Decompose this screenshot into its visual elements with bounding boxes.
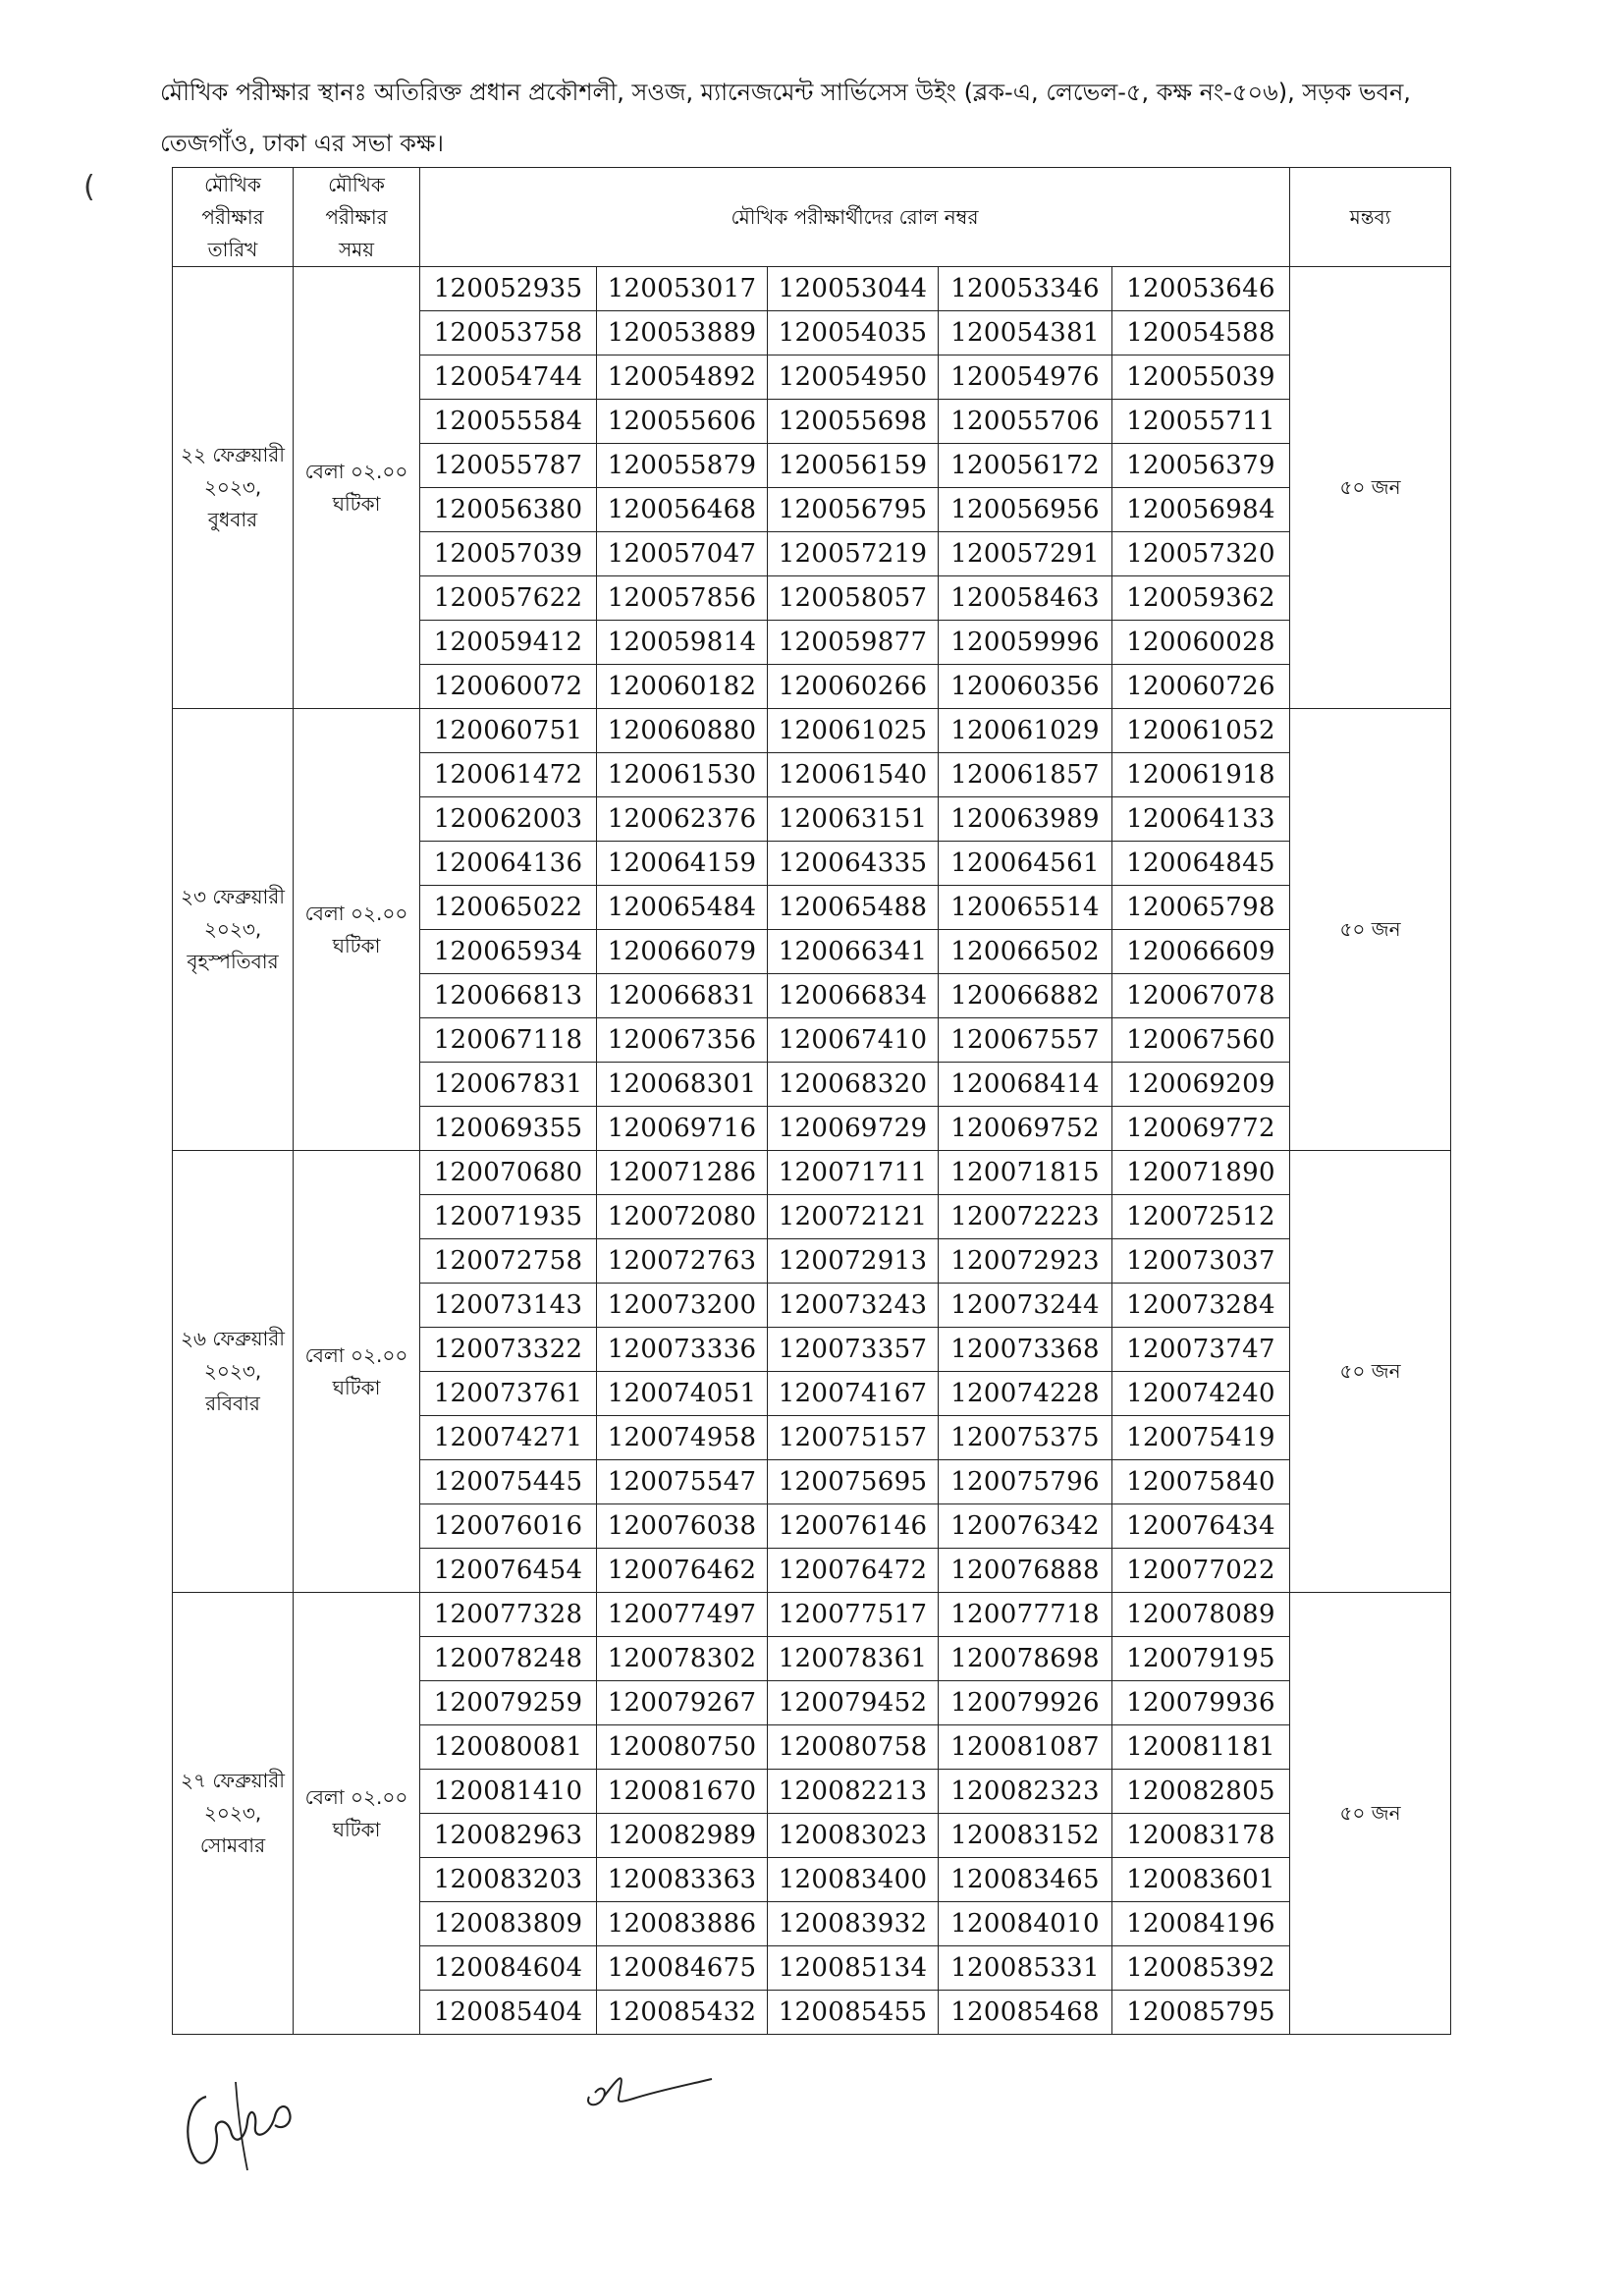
- roll-number: 120072923: [939, 1239, 1112, 1284]
- roll-number: 120059996: [939, 621, 1112, 665]
- roll-row: [173, 267, 1451, 311]
- roll-number: 120074271: [420, 1416, 597, 1460]
- roll-number: 120071711: [768, 1151, 939, 1195]
- remark-count: ৫০ জন: [1290, 267, 1451, 709]
- roll-number: 120060028: [1112, 621, 1290, 665]
- roll-number: 120055584: [420, 400, 597, 444]
- roll-number: 120076434: [1112, 1504, 1290, 1549]
- roll-row: [173, 709, 1451, 753]
- roll-number: 120055787: [420, 444, 597, 488]
- roll-number: 120067078: [1112, 974, 1290, 1018]
- roll-number: 120069752: [939, 1107, 1112, 1151]
- roll-number: 120063151: [768, 797, 939, 842]
- roll-number: 120056172: [939, 444, 1112, 488]
- roll-number: 120079936: [1112, 1681, 1290, 1725]
- roll-number: 120060726: [1112, 665, 1290, 709]
- roll-number: 120056984: [1112, 488, 1290, 532]
- roll-number: 120073200: [597, 1284, 768, 1328]
- roll-number: 120078248: [420, 1637, 597, 1681]
- roll-number: 120052935: [420, 267, 597, 311]
- roll-number: 120054744: [420, 355, 597, 400]
- roll-number: 120059877: [768, 621, 939, 665]
- roll-number: 120053758: [420, 311, 597, 355]
- roll-number: 120075840: [1112, 1460, 1290, 1504]
- roll-number: 120082213: [768, 1770, 939, 1814]
- roll-number: 120083152: [939, 1814, 1112, 1858]
- roll-number: 120069355: [420, 1107, 597, 1151]
- viva-schedule-table: [172, 167, 1451, 2035]
- exam-time: বেলা ০২.০০ ঘটিকা: [294, 1593, 420, 2035]
- roll-number: 120055706: [939, 400, 1112, 444]
- roll-number: 120079259: [420, 1681, 597, 1725]
- roll-number: 120054035: [768, 311, 939, 355]
- roll-number: 120057047: [597, 532, 768, 576]
- roll-number: 120079926: [939, 1681, 1112, 1725]
- roll-number: 120084604: [420, 1946, 597, 1991]
- roll-number: 120057219: [768, 532, 939, 576]
- roll-number: 120064133: [1112, 797, 1290, 842]
- roll-number: 120075547: [597, 1460, 768, 1504]
- roll-number: 120057856: [597, 576, 768, 621]
- roll-number: 120066831: [597, 974, 768, 1018]
- roll-number: 120060356: [939, 665, 1112, 709]
- roll-number: 120084010: [939, 1902, 1112, 1946]
- roll-number: 120054381: [939, 311, 1112, 355]
- roll-number: 120078698: [939, 1637, 1112, 1681]
- roll-number: 120061540: [768, 753, 939, 797]
- remark-count: ৫০ জন: [1290, 1151, 1451, 1593]
- roll-number: 120078302: [597, 1637, 768, 1681]
- roll-number: 120076038: [597, 1504, 768, 1549]
- roll-number: 120067356: [597, 1018, 768, 1063]
- roll-number: 120060182: [597, 665, 768, 709]
- roll-number: 120061052: [1112, 709, 1290, 753]
- roll-number: 120084196: [1112, 1902, 1290, 1946]
- roll-number: 120079195: [1112, 1637, 1290, 1681]
- roll-number: 120071815: [939, 1151, 1112, 1195]
- roll-number: 120055879: [597, 444, 768, 488]
- roll-number: 120069729: [768, 1107, 939, 1151]
- exam-time: বেলা ০২.০০ ঘটিকা: [294, 267, 420, 709]
- roll-number: 120073336: [597, 1328, 768, 1372]
- roll-number: 120057622: [420, 576, 597, 621]
- roll-number: 120059814: [597, 621, 768, 665]
- roll-number: 120061918: [1112, 753, 1290, 797]
- roll-number: 120065514: [939, 886, 1112, 930]
- roll-number: 120074051: [597, 1372, 768, 1416]
- roll-number: 120066882: [939, 974, 1112, 1018]
- roll-number: 120085134: [768, 1946, 939, 1991]
- roll-number: 120064335: [768, 842, 939, 886]
- roll-number: 120056795: [768, 488, 939, 532]
- roll-number: 120055606: [597, 400, 768, 444]
- roll-number: 120085404: [420, 1991, 597, 2035]
- roll-number: 120085432: [597, 1991, 768, 2035]
- roll-number: 120056379: [1112, 444, 1290, 488]
- roll-number: 120053044: [768, 267, 939, 311]
- scan-mark: (: [83, 170, 95, 204]
- roll-number: 120074240: [1112, 1372, 1290, 1416]
- roll-number: 120076888: [939, 1549, 1112, 1593]
- venue-header: [160, 67, 1436, 169]
- roll-number: 120072512: [1112, 1195, 1290, 1239]
- roll-number: 120060266: [768, 665, 939, 709]
- roll-number: 120083400: [768, 1858, 939, 1902]
- roll-number: 120083363: [597, 1858, 768, 1902]
- roll-number: 120085795: [1112, 1991, 1290, 2035]
- roll-number: 120085455: [768, 1991, 939, 2035]
- roll-number: 120064136: [420, 842, 597, 886]
- header-roll-numbers: মৌখিক পরীক্ষার্থীদের রোল নম্বর: [420, 168, 1290, 267]
- roll-number: 120064159: [597, 842, 768, 886]
- roll-number: 120054950: [768, 355, 939, 400]
- roll-number: 120084675: [597, 1946, 768, 1991]
- roll-number: 120072913: [768, 1239, 939, 1284]
- roll-number: 120061530: [597, 753, 768, 797]
- roll-number: 120055039: [1112, 355, 1290, 400]
- roll-number: 120066609: [1112, 930, 1290, 974]
- roll-number: 120077718: [939, 1593, 1112, 1637]
- roll-number: 120064845: [1112, 842, 1290, 886]
- roll-number: 120059412: [420, 621, 597, 665]
- roll-number: 120067557: [939, 1018, 1112, 1063]
- roll-number: 120065484: [597, 886, 768, 930]
- roll-number: 120061472: [420, 753, 597, 797]
- roll-row: [173, 1151, 1451, 1195]
- roll-number: 120072121: [768, 1195, 939, 1239]
- roll-number: 120067410: [768, 1018, 939, 1063]
- roll-number: 120075695: [768, 1460, 939, 1504]
- roll-number: 120085331: [939, 1946, 1112, 1991]
- exam-time: বেলা ০২.০০ ঘটিকা: [294, 1151, 420, 1593]
- roll-number: 120082323: [939, 1770, 1112, 1814]
- roll-number: 120083178: [1112, 1814, 1290, 1858]
- roll-number: 120072763: [597, 1239, 768, 1284]
- roll-number: 120065022: [420, 886, 597, 930]
- roll-number: 120060072: [420, 665, 597, 709]
- roll-number: 120073322: [420, 1328, 597, 1372]
- roll-number: 120056380: [420, 488, 597, 532]
- roll-number: 120065488: [768, 886, 939, 930]
- header-row: [173, 168, 1451, 267]
- roll-number: 120072758: [420, 1239, 597, 1284]
- roll-number: 120077022: [1112, 1549, 1290, 1593]
- roll-number: 120075419: [1112, 1416, 1290, 1460]
- roll-number: 120066502: [939, 930, 1112, 974]
- roll-number: 120053889: [597, 311, 768, 355]
- roll-number: 120067118: [420, 1018, 597, 1063]
- signature-left: [177, 2062, 314, 2180]
- roll-number: 120063989: [939, 797, 1112, 842]
- roll-number: 120076462: [597, 1549, 768, 1593]
- roll-number: 120085468: [939, 1991, 1112, 2035]
- roll-number: 120081670: [597, 1770, 768, 1814]
- roll-number: 120075157: [768, 1416, 939, 1460]
- roll-number: 120075796: [939, 1460, 1112, 1504]
- roll-number: 120076454: [420, 1549, 597, 1593]
- roll-number: 120068320: [768, 1063, 939, 1107]
- roll-number: 120073761: [420, 1372, 597, 1416]
- roll-number: 120082805: [1112, 1770, 1290, 1814]
- venue-line-1: মৌখিক পরীক্ষার স্থানঃ অতিরিক্ত প্রধান প্রকৌশলী, সওজ, ম্যানেজমেন্ট সার্ভিসেস উইং (ব্লক-এ, লেভেল-৫, কক্ষ নং-৫০৬), সড়ক ভবন,: [160, 79, 1411, 106]
- roll-number: 120079452: [768, 1681, 939, 1725]
- roll-number: 120083203: [420, 1858, 597, 1902]
- roll-number: 120078089: [1112, 1593, 1290, 1637]
- roll-number: 120053346: [939, 267, 1112, 311]
- roll-row: [173, 1593, 1451, 1637]
- roll-number: 120081181: [1112, 1725, 1290, 1770]
- roll-number: 120083932: [768, 1902, 939, 1946]
- venue-line-2: তেজগাঁও, ঢাকা এর সভা কক্ষ।: [160, 130, 444, 157]
- roll-number: 120077328: [420, 1593, 597, 1637]
- header-date: মৌখিক পরীক্ষার তারিখ: [173, 168, 294, 267]
- roll-number: 120067560: [1112, 1018, 1290, 1063]
- roll-number: 120073368: [939, 1328, 1112, 1372]
- signature-middle: [579, 2067, 717, 2116]
- roll-number: 120071935: [420, 1195, 597, 1239]
- roll-number: 120069209: [1112, 1063, 1290, 1107]
- roll-number: 120074167: [768, 1372, 939, 1416]
- roll-number: 120077497: [597, 1593, 768, 1637]
- roll-number: 120075445: [420, 1460, 597, 1504]
- roll-number: 120060751: [420, 709, 597, 753]
- roll-number: 120079267: [597, 1681, 768, 1725]
- roll-number: 120072080: [597, 1195, 768, 1239]
- roll-number: 120069772: [1112, 1107, 1290, 1151]
- roll-number: 120073243: [768, 1284, 939, 1328]
- roll-number: 120057320: [1112, 532, 1290, 576]
- roll-number: 120056956: [939, 488, 1112, 532]
- roll-number: 120064561: [939, 842, 1112, 886]
- roll-number: 120080750: [597, 1725, 768, 1770]
- roll-number: 120066079: [597, 930, 768, 974]
- roll-number: 120074228: [939, 1372, 1112, 1416]
- roll-number: 120083886: [597, 1902, 768, 1946]
- roll-number: 120085392: [1112, 1946, 1290, 1991]
- roll-number: 120054588: [1112, 311, 1290, 355]
- roll-number: 120065798: [1112, 886, 1290, 930]
- roll-number: 120068414: [939, 1063, 1112, 1107]
- remark-count: ৫০ জন: [1290, 1593, 1451, 2035]
- roll-number: 120057039: [420, 532, 597, 576]
- roll-number: 120058057: [768, 576, 939, 621]
- exam-date: ২৩ ফেব্রুয়ারী ২০২৩, বৃহস্পতিবার: [173, 709, 294, 1151]
- roll-number: 120071286: [597, 1151, 768, 1195]
- roll-number: 120077517: [768, 1593, 939, 1637]
- roll-number: 120070680: [420, 1151, 597, 1195]
- roll-number: 120072223: [939, 1195, 1112, 1239]
- roll-number: 120065934: [420, 930, 597, 974]
- roll-number: 120083601: [1112, 1858, 1290, 1902]
- roll-number: 120058463: [939, 576, 1112, 621]
- roll-number: 120081410: [420, 1770, 597, 1814]
- roll-number: 120083023: [768, 1814, 939, 1858]
- roll-number: 120068301: [597, 1063, 768, 1107]
- roll-number: 120053017: [597, 267, 768, 311]
- roll-number: 120076472: [768, 1549, 939, 1593]
- roll-number: 120061025: [768, 709, 939, 753]
- roll-number: 120054892: [597, 355, 768, 400]
- roll-number: 120075375: [939, 1416, 1112, 1460]
- roll-number: 120055698: [768, 400, 939, 444]
- roll-number: 120073244: [939, 1284, 1112, 1328]
- roll-number: 120076342: [939, 1504, 1112, 1549]
- roll-number: 120082963: [420, 1814, 597, 1858]
- roll-number: 120073357: [768, 1328, 939, 1372]
- roll-number: 120069716: [597, 1107, 768, 1151]
- roll-number: 120057291: [939, 532, 1112, 576]
- roll-number: 120054976: [939, 355, 1112, 400]
- roll-number: 120080758: [768, 1725, 939, 1770]
- exam-time: বেলা ০২.০০ ঘটিকা: [294, 709, 420, 1151]
- roll-number: 120062003: [420, 797, 597, 842]
- header-time: মৌখিক পরীক্ষার সময়: [294, 168, 420, 267]
- roll-number: 120074958: [597, 1416, 768, 1460]
- header-remarks: মন্তব্য: [1290, 168, 1451, 267]
- roll-number: 120055711: [1112, 400, 1290, 444]
- roll-number: 120083465: [939, 1858, 1112, 1902]
- roll-number: 120073747: [1112, 1328, 1290, 1372]
- roll-number: 120056468: [597, 488, 768, 532]
- roll-number: 120061029: [939, 709, 1112, 753]
- roll-number: 120059362: [1112, 576, 1290, 621]
- roll-number: 120073037: [1112, 1239, 1290, 1284]
- exam-date: ২৬ ফেব্রুয়ারী ২০২৩, রবিবার: [173, 1151, 294, 1593]
- roll-number: 120080081: [420, 1725, 597, 1770]
- roll-number: 120076016: [420, 1504, 597, 1549]
- roll-number: 120081087: [939, 1725, 1112, 1770]
- roll-number: 120076146: [768, 1504, 939, 1549]
- exam-date: ২২ ফেব্রুয়ারী ২০২৩, বুধবার: [173, 267, 294, 709]
- roll-number: 120061857: [939, 753, 1112, 797]
- roll-number: 120066834: [768, 974, 939, 1018]
- roll-number: 120082989: [597, 1814, 768, 1858]
- roll-number: 120060880: [597, 709, 768, 753]
- roll-number: 120053646: [1112, 267, 1290, 311]
- remark-count: ৫০ জন: [1290, 709, 1451, 1151]
- roll-number: 120078361: [768, 1637, 939, 1681]
- roll-number: 120067831: [420, 1063, 597, 1107]
- roll-number: 120066813: [420, 974, 597, 1018]
- exam-date: ২৭ ফেব্রুয়ারী ২০২৩, সোমবার: [173, 1593, 294, 2035]
- roll-number: 120071890: [1112, 1151, 1290, 1195]
- roll-number: 120056159: [768, 444, 939, 488]
- roll-number: 120066341: [768, 930, 939, 974]
- roll-number: 120073284: [1112, 1284, 1290, 1328]
- roll-number: 120083809: [420, 1902, 597, 1946]
- roll-number: 120062376: [597, 797, 768, 842]
- roll-number: 120073143: [420, 1284, 597, 1328]
